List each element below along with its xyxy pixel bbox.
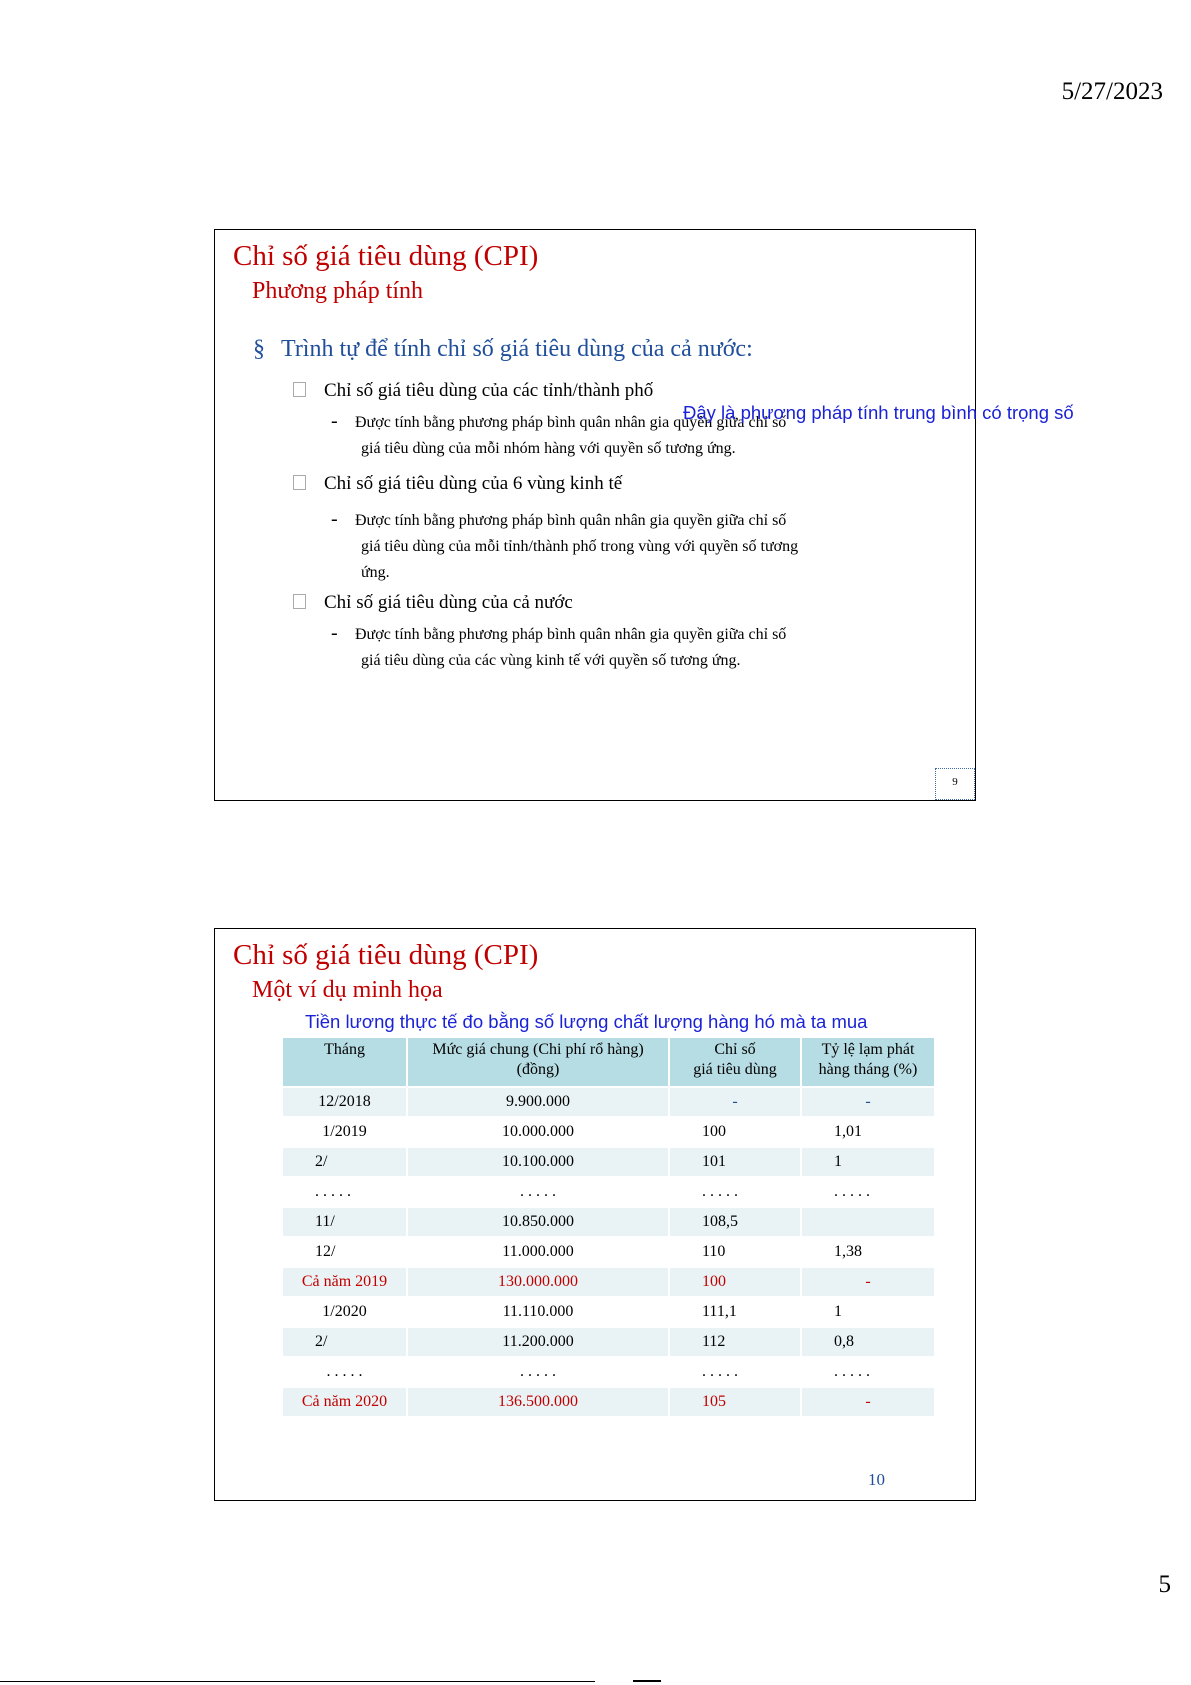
page-date: 5/27/2023 bbox=[1061, 78, 1163, 105]
page-number: 5 bbox=[1158, 1571, 1171, 1598]
table-cell: . . . . . bbox=[283, 1178, 406, 1206]
table-cell: . . . . . bbox=[802, 1358, 934, 1386]
checkbox-bullet-icon bbox=[293, 594, 306, 609]
table-row bbox=[283, 1148, 934, 1176]
sub-item-description bbox=[331, 508, 798, 586]
table-row bbox=[283, 1118, 934, 1146]
table-cell: 11.000.000 bbox=[408, 1238, 668, 1266]
table-cell: 100 bbox=[670, 1268, 800, 1296]
column-header-price-level: Mức giá chung (Chi phí rổ hàng) (đồng) bbox=[408, 1038, 668, 1086]
table-cell: 1 bbox=[802, 1298, 934, 1326]
table-row bbox=[283, 1238, 934, 1266]
table-cell: Cả năm 2020 bbox=[283, 1388, 406, 1416]
column-header-inflation: Tỷ lệ lạm phát hàng tháng (%) bbox=[802, 1038, 934, 1086]
sub-item-heading: Chỉ số giá tiêu dùng của cả nước bbox=[324, 592, 573, 613]
main-bullet-text: Trình tự để tính chỉ số giá tiêu dùng của cả nước: bbox=[281, 336, 753, 362]
table-cell: 2/ bbox=[283, 1148, 406, 1176]
handwritten-annotation: Tiền lương thực tế đo bằng số lượng chất lượng hàng hó mà ta mua bbox=[305, 1011, 868, 1032]
table-cell: 12/2018 bbox=[283, 1088, 406, 1116]
sub-item-description bbox=[331, 622, 786, 674]
table-cell: 10.850.000 bbox=[408, 1208, 668, 1236]
table-header-row bbox=[283, 1038, 934, 1086]
desc-line: Được tính bằng phương pháp bình quân nhân gia quyền giữa chỉ số bbox=[355, 512, 787, 529]
table-cell: 9.900.000 bbox=[408, 1088, 668, 1116]
table-cell: Cả năm 2019 bbox=[283, 1268, 406, 1296]
desc-line: Được tính bằng phương pháp bình quân nhân gia quyền giữa chỉ số bbox=[355, 414, 787, 431]
table-cell: . . . . . bbox=[670, 1178, 800, 1206]
dash-bullet-icon: - bbox=[331, 508, 338, 530]
slide-subtitle: Phương pháp tính bbox=[252, 278, 424, 304]
table-cell: 130.000.000 bbox=[408, 1268, 668, 1296]
table-cell: 1 bbox=[802, 1148, 934, 1176]
checkbox-bullet-icon bbox=[293, 475, 306, 490]
desc-line: Được tính bằng phương pháp bình quân nhân gia quyền giữa chỉ số bbox=[355, 626, 787, 643]
table-row bbox=[283, 1298, 934, 1326]
slide-number: 9 bbox=[935, 768, 975, 800]
table-cell: 1/2020 bbox=[283, 1298, 406, 1326]
desc-line: giá tiêu dùng của các vùng kinh tế với quyền số tương ứng. bbox=[361, 652, 741, 669]
table-cell: . . . . . bbox=[408, 1358, 668, 1386]
column-header-month: Tháng bbox=[283, 1038, 406, 1086]
slide-10 bbox=[214, 928, 976, 1501]
table-cell: 110 bbox=[670, 1238, 800, 1266]
table-cell: 112 bbox=[670, 1328, 800, 1356]
checkbox-bullet-icon bbox=[293, 382, 306, 397]
table-row bbox=[283, 1268, 934, 1296]
sub-item-heading: Chỉ số giá tiêu dùng của các tỉnh/thành phố bbox=[324, 380, 654, 401]
table-cell: - bbox=[802, 1388, 934, 1416]
table-cell: 12/ bbox=[283, 1238, 406, 1266]
slide-title: Chỉ số giá tiêu dùng (CPI) bbox=[233, 939, 539, 971]
table-cell: 105 bbox=[670, 1388, 800, 1416]
desc-line: giá tiêu dùng của mỗi nhóm hàng với quyền số tương ứng. bbox=[361, 440, 736, 457]
desc-line: giá tiêu dùng của mỗi tỉnh/thành phố trong vùng với quyền số tương bbox=[361, 538, 799, 555]
slide-subtitle: Một ví dụ minh họa bbox=[252, 977, 443, 1003]
table-cell: 1,38 bbox=[802, 1238, 934, 1266]
table-cell: 111,1 bbox=[670, 1298, 800, 1326]
table-cell: . . . . . bbox=[670, 1358, 800, 1386]
table-cell: 1,01 bbox=[802, 1118, 934, 1146]
table-row bbox=[283, 1178, 934, 1206]
table-cell: 108,5 bbox=[670, 1208, 800, 1236]
sub-item-regions bbox=[293, 473, 622, 495]
table-cell: - bbox=[670, 1088, 800, 1116]
table-row bbox=[283, 1208, 934, 1236]
table-row bbox=[283, 1388, 934, 1416]
table-cell: 11/ bbox=[283, 1208, 406, 1236]
dash-bullet-icon: - bbox=[331, 410, 338, 432]
table-cell: . . . . . bbox=[408, 1178, 668, 1206]
table-cell: . . . . . bbox=[283, 1358, 406, 1386]
table-cell: 2/ bbox=[283, 1328, 406, 1356]
table-row bbox=[283, 1088, 934, 1116]
cpi-table bbox=[281, 1036, 936, 1418]
main-bullet bbox=[253, 336, 753, 363]
table-cell: 11.200.000 bbox=[408, 1328, 668, 1356]
table-cell: 11.110.000 bbox=[408, 1298, 668, 1326]
footer-divider bbox=[0, 1681, 595, 1682]
table-cell: 0,8 bbox=[802, 1328, 934, 1356]
table-row bbox=[283, 1358, 934, 1386]
table-row bbox=[283, 1328, 934, 1356]
handwritten-annotation: Đây là phương pháp tính trung bình có trọng số bbox=[683, 402, 1074, 423]
section-bullet-icon: § bbox=[253, 336, 265, 362]
table-cell: - bbox=[802, 1088, 934, 1116]
table-cell bbox=[802, 1208, 934, 1236]
slide-title: Chỉ số giá tiêu dùng (CPI) bbox=[233, 240, 539, 272]
dash-bullet-icon: - bbox=[331, 622, 338, 644]
table-cell: 10.100.000 bbox=[408, 1148, 668, 1176]
table-cell: . . . . . bbox=[802, 1178, 934, 1206]
sub-item-country bbox=[293, 592, 573, 614]
table-cell: 101 bbox=[670, 1148, 800, 1176]
table-cell: - bbox=[802, 1268, 934, 1296]
table-cell: 10.000.000 bbox=[408, 1118, 668, 1146]
table-cell: 136.500.000 bbox=[408, 1388, 668, 1416]
slide-number: 10 bbox=[868, 1470, 885, 1489]
column-header-cpi: Chỉ số giá tiêu dùng bbox=[670, 1038, 800, 1086]
sub-item-provinces bbox=[293, 380, 653, 402]
table-cell: 100 bbox=[670, 1118, 800, 1146]
footer-divider bbox=[633, 1680, 661, 1682]
slide-9 bbox=[214, 229, 976, 801]
sub-item-heading: Chỉ số giá tiêu dùng của 6 vùng kinh tế bbox=[324, 473, 623, 494]
desc-line: ứng. bbox=[361, 564, 390, 581]
table-cell: 1/2019 bbox=[283, 1118, 406, 1146]
